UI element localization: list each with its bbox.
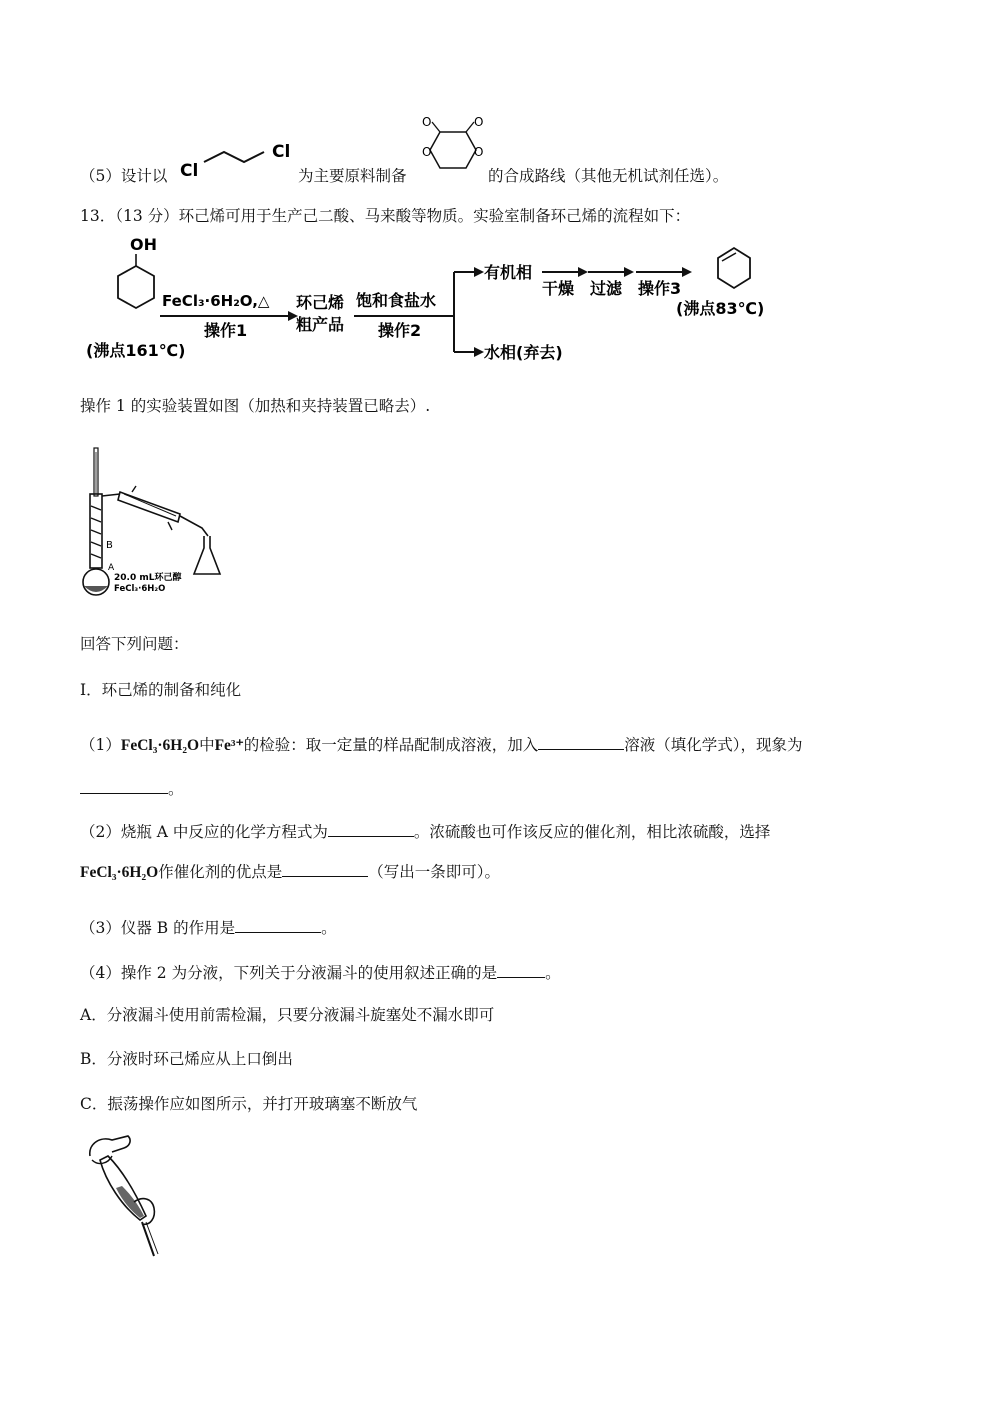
flask-content-2: FeCl₃·6H₂O [114, 584, 166, 594]
ring-o-top-left: O [422, 115, 432, 129]
sub2-text3: 作催化剂的优点是 [158, 863, 283, 881]
answer-blank-4[interactable] [282, 860, 368, 877]
q5-prefix: （5）设计以 [80, 167, 168, 185]
answer-blank-1[interactable] [538, 733, 624, 750]
sub1-line [80, 733, 803, 756]
op1-label: 操作1 [204, 321, 248, 340]
q5-line [80, 166, 167, 186]
sub3-line [80, 916, 337, 938]
aqueous-phase-label: 水相(弃去) [484, 343, 563, 362]
section-heading-text: Ⅰ．环己烯的制备和纯化 [80, 681, 242, 699]
op2-label: 操作2 [378, 321, 422, 340]
answer-blank-6[interactable] [497, 961, 545, 978]
filter-label: 过滤 [590, 279, 623, 298]
product-bp-label: (沸点83℃) [676, 299, 765, 318]
start-bp-label: (沸点161℃) [86, 341, 186, 360]
q13-intro-text: 13．（13 分）环己烯可用于生产己二酸、马来酸等物质。实验室制备环己烯的流程如下： [80, 207, 691, 225]
flow-chart [80, 232, 780, 372]
q13-intro [80, 206, 690, 226]
answer-blank-5[interactable] [235, 916, 321, 933]
ring-o-right: O [474, 145, 484, 159]
cyclohexanol-ring-icon [118, 266, 154, 308]
option-b [80, 1049, 293, 1069]
sub4-end: 。 [545, 964, 561, 982]
sub4-text: （4）操作 2 为分液，下列关于分液漏斗的使用叙述正确的是 [80, 964, 498, 982]
option-a-text: A．分液漏斗使用前需检漏，只要分液漏斗旋塞处不漏水即可 [80, 1006, 495, 1024]
option-c-text: C．振荡操作应如图所示，并打开玻璃塞不断放气 [80, 1095, 418, 1113]
reactant-cl-right: Cl [272, 142, 291, 162]
crude-label-2: 粗产品 [296, 315, 345, 334]
option-b-text: B．分液时环己烯应从上口倒出 [80, 1050, 293, 1068]
reactant-cl-left: Cl [180, 161, 199, 181]
organic-phase-label: 有机相 [484, 263, 533, 282]
sub1-ion: Fe³⁺ [214, 737, 244, 754]
wash-label: 饱和食盐水 [356, 291, 437, 310]
flask-content-1: 20.0 mL环己醇 [114, 573, 182, 583]
dichloroethane-structure-icon [178, 132, 296, 184]
dry-label: 干燥 [542, 279, 575, 298]
apparatus-caption-text: 操作 1 的实验装置如图（加热和夹持装置已略去）. [80, 397, 431, 415]
label-b: B [106, 540, 113, 551]
q5-middle [298, 166, 407, 186]
q5-suffix [488, 166, 728, 186]
sub3-text: （3）仪器 B 的作用是 [80, 919, 236, 937]
sub1-end: 。 [168, 780, 184, 798]
sub3-end: 。 [321, 919, 337, 937]
op3-label: 操作3 [638, 279, 682, 298]
sub1-line2 [80, 777, 184, 799]
answer-prompt [80, 634, 189, 654]
apparatus-caption [80, 396, 430, 416]
option-a [80, 1005, 494, 1025]
crude-label-1: 环己烯 [296, 293, 345, 312]
sub2-text: （2）烧瓶 A 中反应的化学方程式为 [80, 823, 328, 841]
sub2-formula: FeCl₃·6H₂O [80, 864, 159, 881]
sub2-line [80, 820, 770, 842]
label-a: A [108, 563, 115, 573]
reagent-label: FeCl₃·6H₂O,△ [162, 292, 270, 310]
q5-middle-text: 为主要原料制备 [298, 167, 407, 185]
answer-blank-3[interactable] [328, 820, 414, 837]
answer-blank-2[interactable] [80, 777, 168, 794]
distillation-apparatus-image [80, 444, 230, 604]
sub1-mid: 中 [199, 736, 215, 754]
ring-o-top-right: O [474, 115, 484, 129]
option-c [80, 1094, 417, 1114]
funnel-shaking-image [82, 1132, 162, 1262]
answer-prompt-text: 回答下列问题： [80, 635, 189, 653]
sub1-text: 的检验：取一定量的样品配制成溶液，加入 [243, 736, 539, 754]
sub1-num: （1） [80, 736, 121, 754]
sub4-line [80, 961, 561, 983]
sub2-text4: （写出一条即可）。 [368, 863, 500, 881]
sub1-formula: FeCl₃·6H₂O [120, 737, 200, 754]
section-heading [80, 680, 241, 700]
q5-suffix-text: 的合成路线（其他无机试剂任选）。 [488, 167, 729, 185]
start-oh-label: OH [130, 235, 157, 254]
sub2-text2: 。浓硫酸也可作该反应的催化剂，相比浓硫酸，选择 [413, 823, 771, 841]
sub1-text2: 溶液（填化学式），现象为 [624, 736, 803, 754]
sub2-line2 [80, 860, 500, 883]
ring-o-left: O [422, 145, 432, 159]
oxalate-ester-ring-icon [418, 110, 488, 184]
